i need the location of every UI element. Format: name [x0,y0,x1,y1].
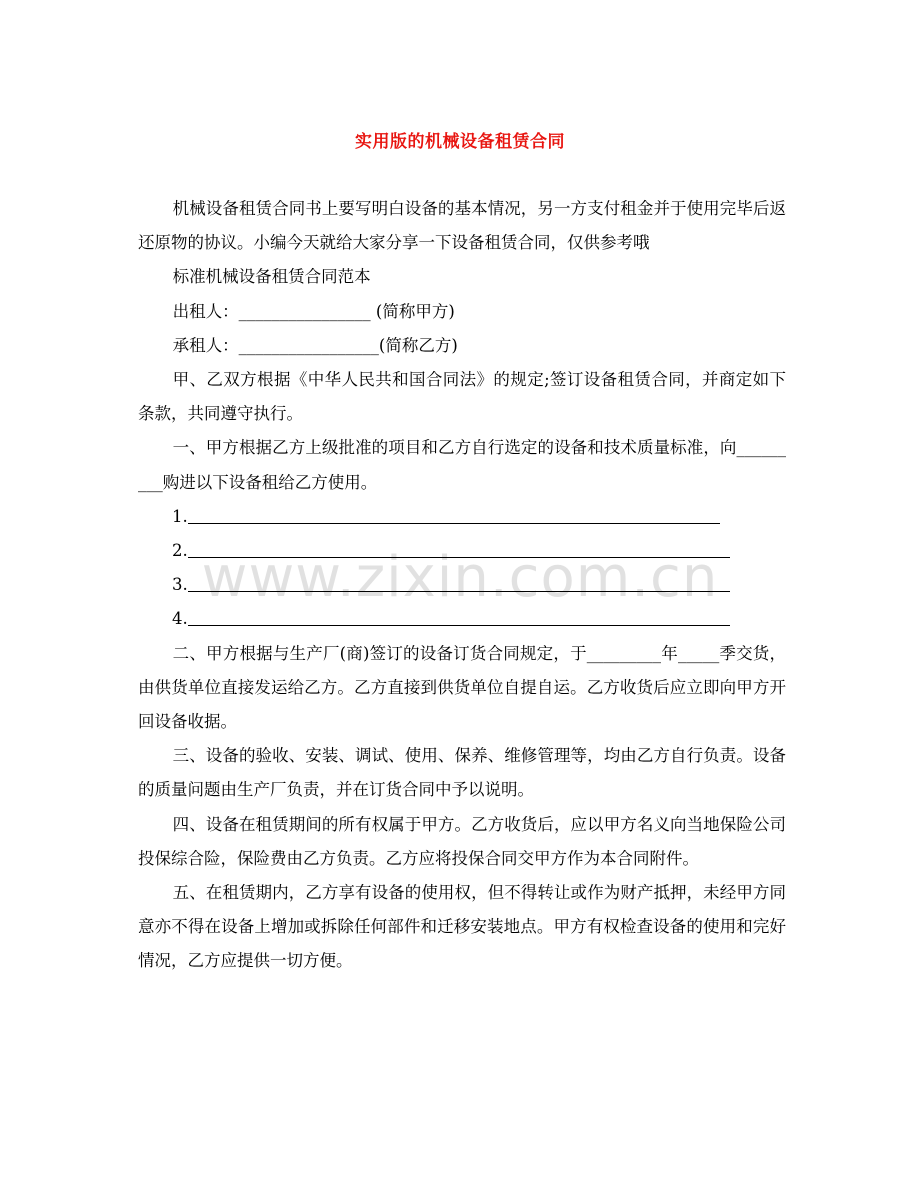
blank-underline [188,573,730,592]
clause-1: 一、甲方根据乙方上级批准的项目和乙方自行选定的设备和技术质量标准，向_________购进以下设备租给乙方使用。 [138,438,786,492]
blank-underline [188,539,730,558]
lessee-line: 承租人：_________________(简称乙方) [172,335,458,355]
blank-underline [188,505,720,524]
equipment-line-1 [138,500,786,534]
document-body [138,192,786,979]
blank-underline [188,607,730,626]
equipment-line-2 [138,534,786,568]
clause-5: 五、在租赁期内，乙方享有设备的使用权，但不得转让或作为财产抵押，未经甲方同意亦不得在设备上增加或拆除任何部件和迁移安装地点。甲方有权检查设备的使用和完好情况，乙方应提供一切方便。 [138,883,786,971]
clause-2: 二、甲方根据与生产厂(商)签订的设备订货合同规定，于_________年_____季交货，由供货单位直接发运给乙方。乙方直接到供货单位自提自运。乙方收货后应立即向甲方开回设备收据。 [138,643,786,732]
item-number: 2. [172,541,188,561]
watermark: www.zixin.com.cn [201,545,719,610]
item-number: 3. [172,575,188,595]
contract-heading: 标准机械设备租赁合同范本 [172,267,371,287]
clause-4: 四、设备在租赁期间的所有权属于甲方。乙方收货后，应以甲方名义向当地保险公司投保综合险，保险费由乙方负责。乙方应将投保合同交甲方作为本合同附件。 [138,814,786,868]
equipment-line-4 [138,602,786,636]
item-number: 1. [172,506,188,526]
item-number: 4. [172,609,188,629]
intro-paragraph: 机械设备租赁合同书上要写明白设备的基本情况，另一方支付租金并于使用完毕后返还原物的协议。小编今天就给大家分享一下设备租赁合同，仅供参考哦 [138,199,786,253]
clause-3: 三、设备的验收、安装、调试、使用、保养、维修管理等，均由乙方自行负责。设备的质量问题由生产厂负责，并在订货合同中予以说明。 [138,746,786,800]
preamble-paragraph: 甲、乙双方根据《中华人民共和国合同法》的规定;签订设备租赁合同，并商定如下条款，共同遵守执行。 [138,370,786,424]
lessor-line: 出租人：________________ (简称甲方) [172,301,455,321]
equipment-line-3 [138,568,786,602]
document-title: 实用版的机械设备租赁合同 [355,132,565,152]
